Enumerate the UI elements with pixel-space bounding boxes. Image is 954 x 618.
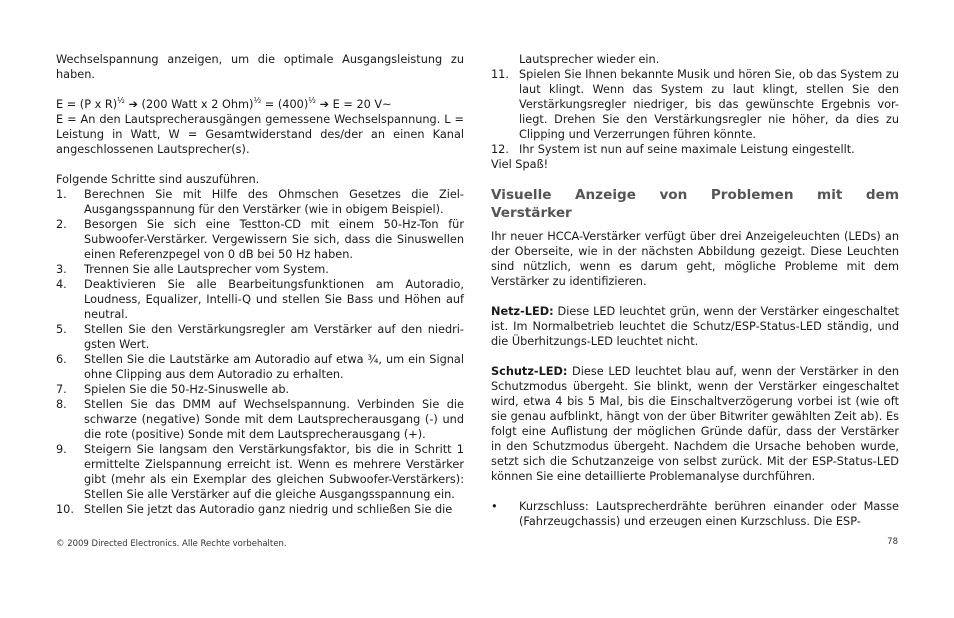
intro-paragraph: Wechselspannung anzeigen, um die optimale Ausgangsleistung zu haben. — [56, 53, 464, 81]
section-heading: Visuelle Anzeige von Problemen mit dem Verstärker — [491, 187, 899, 221]
schutz-led-paragraph: Schutz-LED: Diese LED leuchtet blau auf, wenn der Verstärker in den Schutzmodus übergeht. Sie blinkt, wenn der Verstärker eingeschaltet wird, etwa 4 bis 5 Mal, bis die Einschaltverzögerung vorbei ist (wie oft sie genau aufblinkt, hängt von der über Bitwriter gewählten Zeit ab). Es folgt eine Auflistung der möglichen Gründe dafür, dass der Verstärker in den Schutzmodus übergeht. Nachdem die Ursache behoben wurde, setzt sich die Schutzanzeige von selbst zurück. Mit der ESP-Status-LED können Sie eine detaillierte Problemanalyse durchführen. — [491, 365, 899, 483]
ohms-law-formula: E = (P x R)$^{\frac{1}{2}}$ ➔ (200 Watt x 2 $Ohm)^{\frac{1}{2}} = (400)^{\frac{1}{2}}$ ➔ E = 20 V~ — [56, 96, 392, 111]
list-item: 4. Deaktivieren Sie alle Bearbeitungsfunktionen am Autoradio, Loudness, Equalizer, Intelli-Q und stellen Sie Bass und Höhen auf neutral. — [56, 278, 464, 321]
formula-explanation: E = An den Lautsprecherausgängen gemessene Wechselspannung. L = Leistung in Watt, W = Gesamtwiderstand des/der an einen Kanal angeschlossenen Lautsprecher(s). — [56, 113, 464, 156]
list-item: 5. Stellen Sie den Verstärkungsregler am Verstärker auf den niedri-gsten Wert. — [56, 323, 464, 351]
closing-text: Viel Spaß! — [491, 158, 549, 171]
led-intro-paragraph: Ihr neuer HCCA-Verstärker verfügt über drei Anzeigeleuchten (LEDs) an der Oberseite, wie in der nächsten Abbildung gezeigt. Diese Leuchten sind nützlich, wenn es darum geht, mögliche Probleme mit dem Verstärker zu identifizieren. — [491, 230, 899, 288]
list-item: 8. Stellen Sie das DMM auf Wechselspannung. Verbinden Sie die schwarze (negative) Sonde mit dem Lautsprecherausgang (-) und die rote (positive) Sonde mit dem Lautsprecherausgang (+). — [56, 398, 464, 441]
netz-led-paragraph: Netz-LED: Diese LED leuchtet grün, wenn der Verstärker eingeschaltet ist. Im Normalbetrieb leuchtet die Schutz/ESP-Status-LED ständig, und die Überhitzungs-LED leuchtet nicht. — [491, 305, 899, 348]
list-item: 3. Trennen Sie alle Lautsprecher vom System. — [56, 263, 329, 276]
list-item: 10. Stellen Sie jetzt das Autoradio ganz niedrig und schließen Sie die — [56, 503, 453, 516]
list-item: 9. Steigern Sie langsam den Verstärkungsfaktor, bis die in Schritt 1 ermittelte Zielspannung erreicht ist. Wenn es mehrere Verstärker gibt (mehr als ein Exemplar des gleichen Subwoofer-Verstärkers): Stellen Sie alle Verstärker auf die gleiche Ausgangsspannung ein. — [56, 443, 464, 501]
step-10-continuation: Lautsprecher wieder ein. — [519, 53, 660, 66]
list-item: • Kurzschluss: Lautsprecherdrähte berühren einander oder Masse (Fahrzeugchassis) und erzeugen einen Kurzschluss. Die ESP- — [491, 500, 899, 528]
left-column — [56, 52, 464, 517]
list-item: 11. Spielen Sie Ihnen bekannte Musik und hören Sie, ob das System zu laut klingt. Wenn das System zu laut klingt, stellen Sie den Verstärkungsregler niedriger, bis das gewünschte Ergebnis vor-liegt. Drehen Sie den Verstärkungsregler nie höher, da dies zu Clipping und Verzerrungen führen könnte. — [491, 68, 899, 141]
steps-list-continued — [491, 67, 899, 157]
list-item: 1. Berechnen Sie mit Hilfe des Ohmschen Gesetzes die Ziel-Ausgangsspannung für den Verstärker (wie in obigem Beispiel). — [56, 188, 464, 216]
copyright-footer: © 2009 Directed Electronics. Alle Rechte vorbehalten. — [56, 539, 287, 549]
cause-list — [491, 499, 899, 529]
steps-intro: Folgende Schritte sind auszuführen. — [56, 173, 260, 186]
right-column — [491, 52, 899, 529]
page-number: 78 — [887, 537, 898, 547]
steps-list — [56, 187, 464, 517]
list-item: 12. Ihr System ist nun auf seine maximale Leistung eingestellt. — [491, 143, 855, 156]
list-item: 6. Stellen Sie die Lautstärke am Autoradio auf etwa ¾, um ein Signal ohne Clipping aus dem Autoradio zu erhalten. — [56, 353, 464, 381]
list-item: 2. Besorgen Sie sich eine Testton-CD mit einem 50-Hz-Ton für Subwoofer-Verstärker. Vergewissern Sie sich, dass die Sinuswellen einen Referenzpegel von 0 dB bei 50 Hz haben. — [56, 218, 464, 261]
list-item: 7. Spielen Sie die 50-Hz-Sinuswelle ab. — [56, 383, 290, 396]
